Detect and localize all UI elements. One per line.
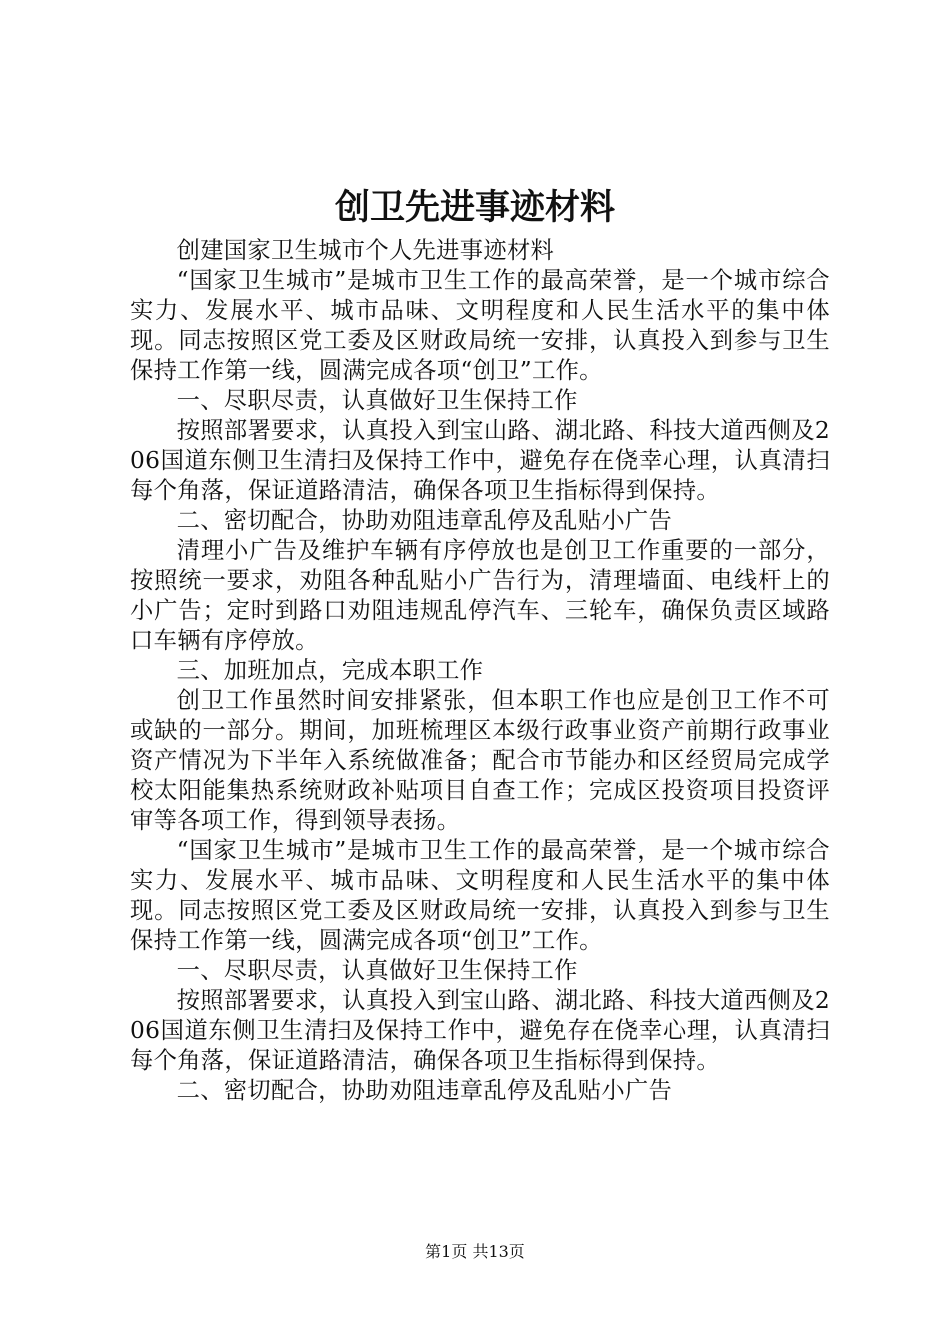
section-paragraph-1: 按照部署要求，认真投入到宝山路、湖北路、科技大道西侧及206国道东侧卫生清扫及保持工作中，避免存在侥幸心理，认真清扫每个角落，保证道路清洁，确保各项卫生指标得到保持。 [130, 417, 830, 504]
section-paragraph-3: 创卫工作虽然时间安排紧张，但本职工作也应是创卫工作不可或缺的一部分。期间，加班梳理区本级行政事业资产前期行政事业资产情况为下半年入系统做准备；配合市节能办和区经贸局完成学校太阳能集热系统财政补贴项目自查工作；完成区投资项目投资评审等各项工作，得到领导表扬。 [130, 687, 830, 834]
repeat-section-heading-2: 二、密切配合，协助劝阻违章乱停及乱贴小广告 [176, 1077, 673, 1104]
intro-paragraph: “国家卫生城市”是城市卫生工作的最高荣誉，是一个城市综合实力、发展水平、城市品味、文明程度和人民生活水平的集中体现。同志按照区党工委及区财政局统一安排，认真投入到参与卫生保持工作第一线，圆满完成各项“创卫”工作。 [130, 267, 830, 384]
section-heading-1: 一、尽职尽责，认真做好卫生保持工作 [176, 387, 578, 414]
repeat-intro-paragraph: “国家卫生城市”是城市卫生工作的最高荣誉，是一个城市综合实力、发展水平、城市品味、文明程度和人民生活水平的集中体现。同志按照区党工委及区财政局统一安排，认真投入到参与卫生保持工作第一线，圆满完成各项“创卫”工作。 [130, 837, 830, 954]
repeat-section-paragraph-1: 按照部署要求，认真投入到宝山路、湖北路、科技大道西侧及206国道东侧卫生清扫及保持工作中，避免存在侥幸心理，认真清扫每个角落，保证道路清洁，确保各项卫生指标得到保持。 [130, 987, 830, 1074]
repeat-section-heading-1: 一、尽职尽责，认真做好卫生保持工作 [176, 957, 578, 984]
subtitle-paragraph: 创建国家卫生城市个人先进事迹材料 [176, 237, 555, 264]
page-number-footer: 第1页 共13页 [425, 1242, 525, 1261]
section-heading-3: 三、加班加点，完成本职工作 [176, 657, 484, 684]
document-body [130, 236, 830, 1106]
document-title: 创卫先进事迹材料 [334, 187, 615, 228]
section-paragraph-2: 清理小广告及维护车辆有序停放也是创卫工作重要的一部分，按照统一要求，劝阻各种乱贴小广告行为，清理墙面、电线杆上的小广告；定时到路口劝阻违规乱停汽车、三轮车，确保负责区域路口车辆有序停放。 [130, 537, 830, 654]
section-heading-2: 二、密切配合，协助劝阻违章乱停及乱贴小广告 [176, 507, 673, 534]
